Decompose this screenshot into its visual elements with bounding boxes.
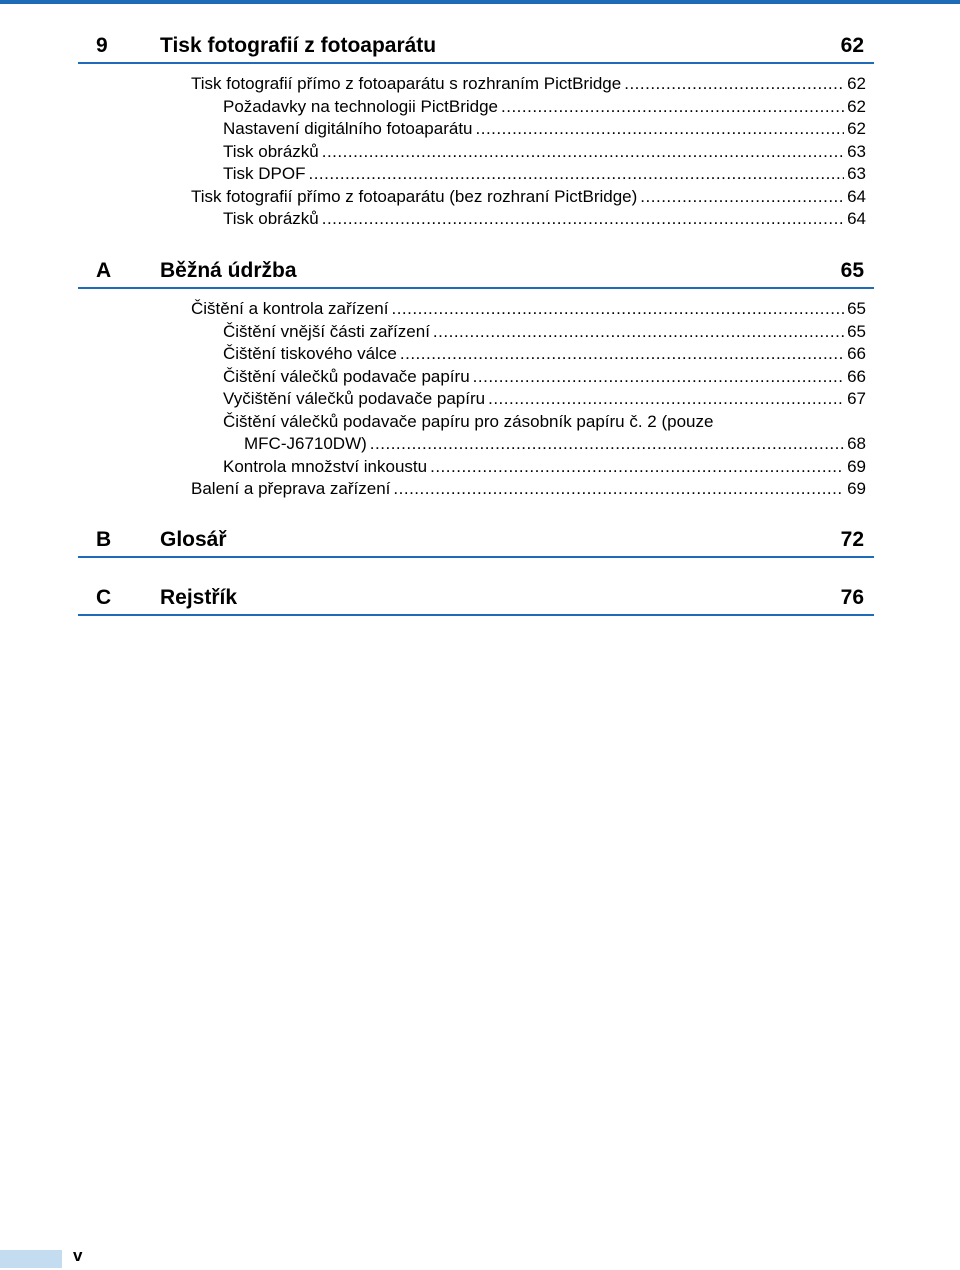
dot-leader [501, 96, 844, 119]
chapter-title: Rejstřík [160, 586, 238, 609]
chapter-number: A [96, 259, 112, 282]
toc-entry-title: Nastavení digitálního fotoaparátu [223, 119, 473, 138]
toc-entry-title: Požadavky na technologii PictBridge [223, 96, 498, 116]
toc-entry-page: 65 [847, 299, 866, 318]
toc-entry-title: Balení a přeprava zařízení [191, 479, 391, 498]
toc-entry-title: Tisk DPOF [223, 164, 306, 183]
toc-entry[interactable] [78, 96, 866, 119]
toc-entry[interactable] [78, 321, 866, 344]
chapter-heading[interactable] [78, 255, 874, 289]
toc-entry-page: 62 [847, 96, 866, 116]
chapter-heading[interactable] [78, 582, 874, 616]
toc-entry-title: Čištění a kontrola zařízení [191, 299, 389, 318]
toc-entry-title: MFC-J6710DW) [244, 434, 367, 453]
dot-leader [393, 478, 844, 501]
dot-leader [430, 456, 844, 479]
dot-leader [400, 343, 844, 366]
toc-entry[interactable] [78, 343, 866, 366]
toc-entry-page: 69 [847, 479, 866, 498]
dot-leader [473, 366, 844, 389]
toc-entry[interactable] [78, 208, 866, 231]
toc-section-9 [78, 30, 874, 231]
toc-entry-page: 64 [847, 186, 866, 206]
toc-entry[interactable] [78, 73, 866, 96]
chapter-title: Běžná údržba [160, 259, 297, 282]
dot-leader [433, 321, 844, 344]
toc-entry[interactable] [78, 298, 866, 321]
toc-section-b [78, 524, 874, 558]
toc-entry[interactable] [78, 118, 866, 141]
chapter-page: 72 [840, 528, 864, 551]
toc-entry[interactable] [78, 141, 866, 164]
toc-entry-title: Tisk fotografií přímo z fotoaparátu s rozhraním PictBridge [191, 74, 622, 93]
toc-section-c [78, 582, 874, 616]
toc-entry-title: Tisk obrázků [223, 141, 319, 161]
chapter-page: 62 [840, 34, 864, 57]
footer-page-number: v [73, 1246, 83, 1265]
toc-entry[interactable] [78, 456, 866, 479]
toc-entry-title: Kontrola množství inkoustu [223, 456, 428, 476]
toc-entry-page: 68 [847, 434, 866, 453]
toc-entry[interactable] [78, 411, 866, 434]
toc-entry-page: 63 [847, 164, 866, 183]
chapter-number: C [96, 586, 112, 609]
dot-leader [308, 163, 844, 186]
toc-entry-page: 62 [847, 119, 866, 138]
toc-entry-title: Tisk obrázků [223, 209, 319, 228]
toc-entry-title: Čištění tiskového válce [223, 344, 397, 363]
dot-leader [488, 388, 844, 411]
toc-entry-page: 63 [847, 141, 866, 161]
toc-entry-continuation[interactable] [78, 433, 866, 456]
dot-leader [370, 433, 844, 456]
chapter-title: Glosář [160, 528, 227, 551]
toc-entry-page: 67 [847, 389, 866, 408]
toc-entry-title: Čištění válečků podavače papíru pro zásobník papíru č. 2 (pouze [223, 411, 714, 431]
chapter-number: 9 [96, 34, 108, 57]
dot-leader [624, 73, 844, 96]
toc-entry[interactable] [78, 366, 866, 389]
toc-entry-page: 66 [847, 344, 866, 363]
chapter-page: 76 [840, 586, 864, 609]
chapter-number: B [96, 528, 112, 551]
dot-leader [322, 208, 844, 231]
toc-entry-page: 65 [847, 321, 866, 341]
chapter-title: Tisk fotografií z fotoaparátu [160, 34, 437, 57]
toc-entry-title: Vyčištění válečků podavače papíru [223, 389, 486, 408]
toc-entry[interactable] [78, 186, 866, 209]
top-rule [0, 0, 960, 4]
toc-entry-title: Čištění válečků podavače papíru [223, 366, 470, 386]
toc-entry-title: Tisk fotografií přímo z fotoaparátu (bez rozhraní PictBridge) [191, 186, 638, 206]
toc-section-a [78, 255, 874, 501]
footer-color-bar [0, 1250, 62, 1268]
toc-entries [78, 298, 874, 501]
toc-entry[interactable] [78, 478, 866, 501]
toc-entry-page: 62 [847, 74, 866, 93]
dot-leader [476, 118, 845, 141]
chapter-heading[interactable] [78, 30, 874, 64]
chapter-heading[interactable] [78, 524, 874, 558]
chapter-page: 65 [840, 259, 864, 282]
toc-entries [78, 73, 874, 231]
toc-entry[interactable] [78, 388, 866, 411]
toc-entry[interactable] [78, 163, 866, 186]
dot-leader [640, 186, 844, 209]
dot-leader [322, 141, 844, 164]
toc-entry-title: Čištění vnější části zařízení [223, 321, 430, 341]
toc-entry-page: 64 [847, 209, 866, 228]
dot-leader [391, 298, 844, 321]
toc-entry-page: 69 [847, 456, 866, 476]
toc-entry-page: 66 [847, 366, 866, 386]
